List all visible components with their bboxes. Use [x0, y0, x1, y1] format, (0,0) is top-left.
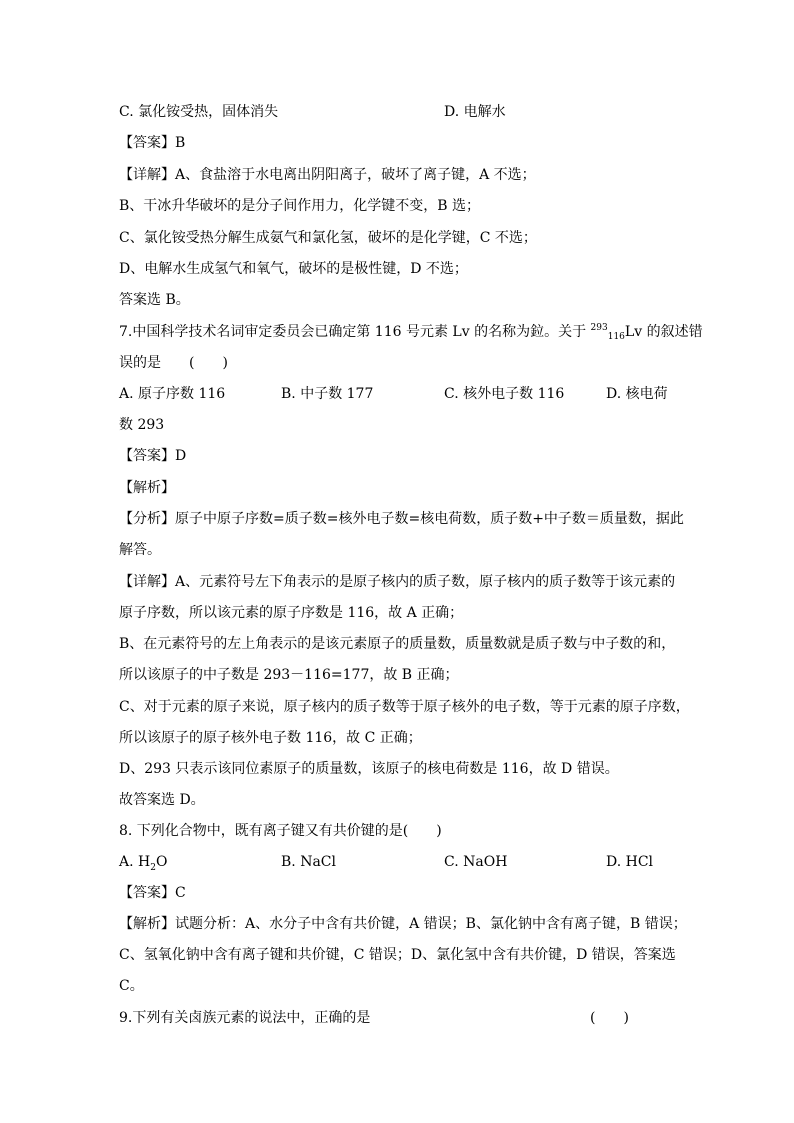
q7-stem-line1 [119, 322, 703, 344]
q7-option-a: A. 原子序数 116 [119, 386, 226, 402]
q6-detail-d: D、电解水生成氢气和氧气，破坏的是极性键，D 不选； [119, 261, 468, 277]
q7-atomic-number: 116 [607, 332, 625, 342]
q7-detail-line3: B、在元素符号的左上角表示的是该元素原子的质量数，质量数就是质子数与中子数的和， [119, 636, 676, 652]
q7-fenxi-line2: 解答。 [119, 542, 161, 558]
q8-option-a-pre: A. H [119, 854, 151, 870]
q6-detail-a: 【详解】A、食盐溶于水电离出阴阳离子，破坏了离子键，A 不选； [119, 167, 536, 183]
q7-stem-part-b: 的叙述错 [642, 324, 703, 340]
q7-option-d-cont: 数 293 [119, 417, 165, 433]
q8-option-a-subscript: 2 [150, 862, 156, 873]
q7-answer: 【答案】D [119, 448, 187, 464]
q6-conclusion: 答案选 B。 [119, 292, 190, 308]
q7-detail-line5: C、对于元素的原子来说，原子核内的质子数等于原子核外的电子数，等于元素的原子序数， [119, 699, 690, 715]
q8-analysis-line1: 【解析】试题分析：A、水分子中含有共价键，A 错误；B、氯化钠中含有离子键，B 错误； [119, 916, 687, 932]
q7-detail-line6: 所以该原子的原子核外电子数 116，故 C 正确； [119, 730, 422, 746]
q7-conclusion: 故答案选 D。 [119, 792, 205, 808]
q8-option-b: B. NaCl [281, 854, 336, 870]
q8-option-a [119, 852, 167, 872]
q9-stem: 9.下列有关卤族元素的说法中，正确的是 [119, 1010, 371, 1026]
q6-detail-c: C、氯化铵受热分解生成氨气和氯化氢，破坏的是化学键，C 不选； [119, 230, 537, 246]
q7-answer-paren: ( ) [189, 355, 228, 371]
q7-detail-line4: 所以该原子的中子数是 293－116=177，故 B 正确； [119, 667, 459, 683]
q8-option-a-post: O [155, 854, 168, 870]
q7-option-b: B. 中子数 177 [281, 386, 374, 402]
q7-stem-line2 [119, 353, 228, 373]
q8-analysis-line2: C、氢氧化钠中含有离子键和共价键，C 错误；D、氯化氢中含有共价键，D 错误，答案选 [119, 947, 676, 963]
q7-mass-number: 293 [590, 323, 608, 333]
q8-option-d: D. HCl [606, 854, 654, 870]
q7-detail-line2: 原子序数，所以该元素的原子序数是 116，故 A 正确； [119, 605, 464, 621]
q8-analysis-line3: C。 [119, 978, 144, 994]
q7-option-c: C. 核外电子数 116 [444, 386, 565, 402]
q7-analysis-tag: 【解析】 [119, 480, 175, 496]
q6-option-c: C. 氯化铵受热，固体消失 [119, 104, 279, 120]
q6-detail-b: B、干冰升华破坏的是分子间作用力，化学键不变，B 选； [119, 198, 481, 214]
q6-option-d: D. 电解水 [444, 104, 506, 120]
q7-fenxi-line1: 【分析】原子中原子序数=质子数=核外电子数=核电荷数，质子数+中子数＝质量数，据此 [119, 511, 684, 527]
q7-option-d: D. 核电荷 [606, 386, 668, 402]
q8-option-c: C. NaOH [444, 854, 508, 870]
q7-stem-part-a: 7.中国科学技术名词审定委员会已确定第 116 号元素 Lv 的名称为鉝。关于 [119, 324, 591, 340]
q7-element-symbol: Lv [624, 324, 643, 340]
q8-answer: 【答案】C [119, 885, 186, 901]
q8-stem: 8. 下列化合物中，既有离子键又有共价键的是( ) [119, 823, 442, 839]
q6-answer: 【答案】B [119, 135, 186, 151]
q7-stem-part-c: 误的是 [119, 355, 161, 371]
q7-detail-line1: 【详解】A、元素符号左下角表示的是原子核内的质子数，原子核内的质子数等于该元素的 [119, 574, 676, 590]
q7-detail-line7: D、293 只表示该同位素原子的质量数，该原子的核电荷数是 116，故 D 错误。 [119, 761, 619, 777]
q9-answer-paren: ( ) [590, 1010, 629, 1026]
